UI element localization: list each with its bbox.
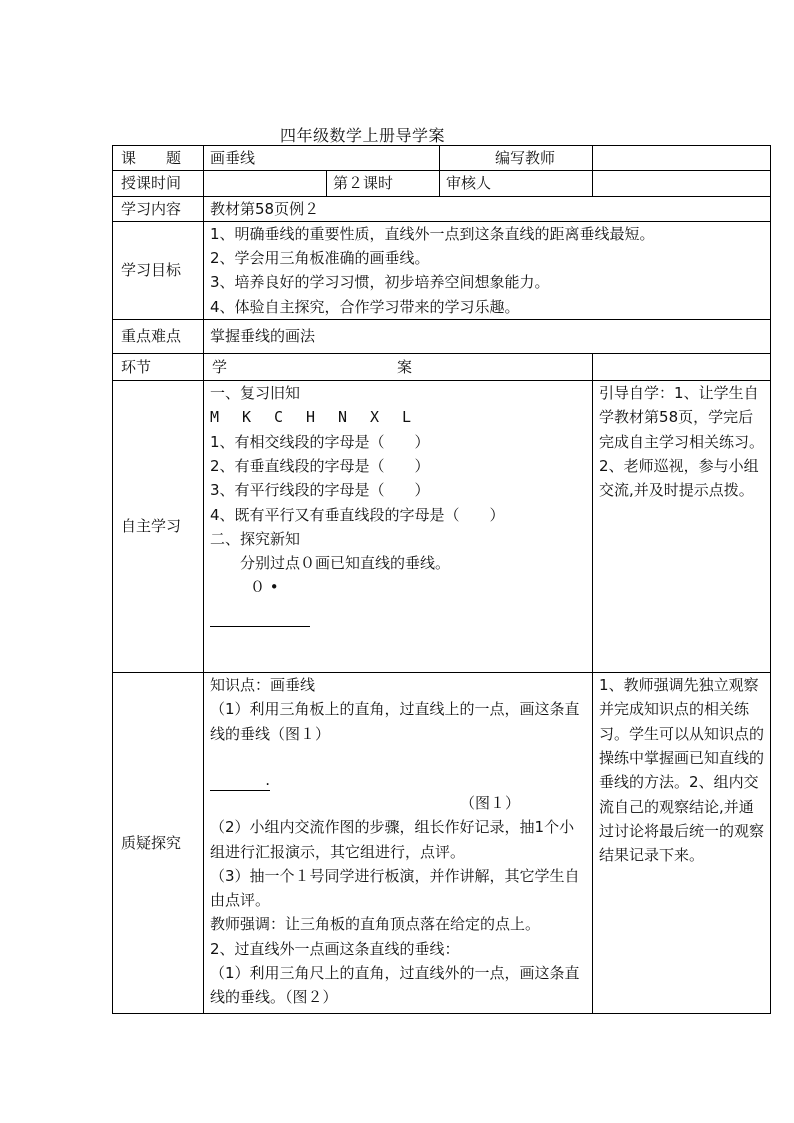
goal-item: 4、体验自主探究，合作学习带来的学习乐趣。 [210, 297, 520, 316]
reviewer-value [593, 171, 771, 196]
row-goals [113, 221, 771, 319]
topic-value: 画垂线 [204, 146, 440, 171]
goal-item: 1、明确垂线的重要性质，直线外一点到这条直线的距离垂线最短。 [210, 224, 655, 243]
section-2-step-1: （1）利用三角尺上的直角，过直线外的一点，画这条直线的垂线。（图２） [210, 964, 580, 1007]
lesson-number: 第２课时 [327, 171, 440, 196]
row-content [113, 196, 771, 221]
row-time [113, 171, 771, 196]
letter-k: K [242, 408, 252, 427]
explore-heading: 二、探究新知 [210, 529, 301, 548]
topic-label: 课 题 [113, 146, 204, 171]
step-3: （3）抽一个１号同学进行板演，并作讲解，其它学生自由点评。 [210, 866, 580, 910]
inquiry-note: 1、教师强调先独立观察并完成知识点的相关练习。学生可以从知识点的操练中掌握画已知直线的垂线的方法。2、组内交流自己的观察结论,并通过讨论将最后统一的观察结果记录下来。 [593, 673, 771, 1014]
key-label: 重点难点 [113, 320, 204, 354]
document-title: 四年级数学上册导学案 [280, 126, 446, 145]
key-value: 掌握垂线的画法 [204, 320, 771, 354]
letter-l: L [402, 408, 412, 427]
fig1-line [210, 770, 270, 791]
goals-label: 学习目标 [113, 221, 204, 319]
note-header [593, 354, 771, 381]
step-2: （2）小组内交流作图的步骤，组长作好记录，抽1个小组进行汇报演示，其它组进行，点评。 [210, 818, 575, 861]
goals-list [204, 221, 771, 319]
self-study-note: 引导自学：1、让学生自学教材第58页，学完后完成自主学习相关练习。2、老师巡视，参与小组交流,并及时提示点拨。 [593, 381, 771, 673]
inquiry-label: 质疑探究 [113, 673, 204, 1014]
point-o: ０ • [250, 578, 279, 597]
goal-item: 2、学会用三角板准确的画垂线。 [210, 249, 430, 268]
self-study-content [204, 381, 593, 673]
plan-header-left: 学 [212, 357, 228, 376]
content-value: 教材第58页例２ [204, 196, 771, 221]
letter-x: X [370, 408, 380, 427]
letter-c: C [274, 408, 284, 427]
question-4: 4、既有平行又有垂直线段的字母是（ ） [210, 505, 505, 524]
letter-h: H [306, 408, 316, 427]
knowledge-point: 知识点：画垂线 [210, 676, 316, 695]
teacher-emphasis: 教师强调：让三角板的直角顶点落在给定的点上。 [210, 915, 541, 934]
time-value [204, 171, 327, 196]
stage-label: 环节 [113, 354, 204, 381]
question-2: 2、有垂直线段的字母是（ ） [210, 456, 430, 475]
plan-header [204, 354, 593, 381]
section-2-heading: 2、过直线外一点画这条直线的垂线： [210, 939, 460, 958]
lesson-plan-table [112, 145, 771, 1014]
content-label: 学习内容 [113, 196, 204, 221]
step-1: （1）利用三角板上的直角，过直线上的一点，画这条直线的垂线（图１） [210, 700, 580, 743]
letter-row [210, 405, 592, 429]
letter-n: N [338, 408, 348, 427]
given-line [210, 626, 310, 627]
inquiry-content [204, 673, 593, 1014]
review-heading: 一、复习旧知 [210, 384, 301, 403]
author-value [593, 146, 771, 171]
author-label: 编写教师 [440, 146, 593, 171]
row-key-points [113, 320, 771, 354]
row-self-study [113, 381, 771, 673]
self-study-label: 自主学习 [113, 381, 204, 673]
question-1: 1、有相交线段的字母是（ ） [210, 432, 430, 451]
question-3: 3、有平行线段的字母是（ ） [210, 481, 430, 500]
time-label: 授课时间 [113, 171, 204, 196]
reviewer-label: 审核人 [440, 171, 593, 196]
row-inquiry [113, 673, 771, 1014]
fig1-caption: （图１） [460, 793, 521, 812]
row-stage-header [113, 354, 771, 381]
plan-header-right: 案 [397, 357, 413, 376]
explore-instruction: 分别过点０画已知直线的垂线。 [240, 554, 451, 573]
row-topic [113, 146, 771, 171]
letter-m: M [210, 408, 220, 427]
goal-item: 3、培养良好的学习习惯，初步培养空间想象能力。 [210, 273, 550, 292]
fig1-point: . [265, 770, 270, 789]
